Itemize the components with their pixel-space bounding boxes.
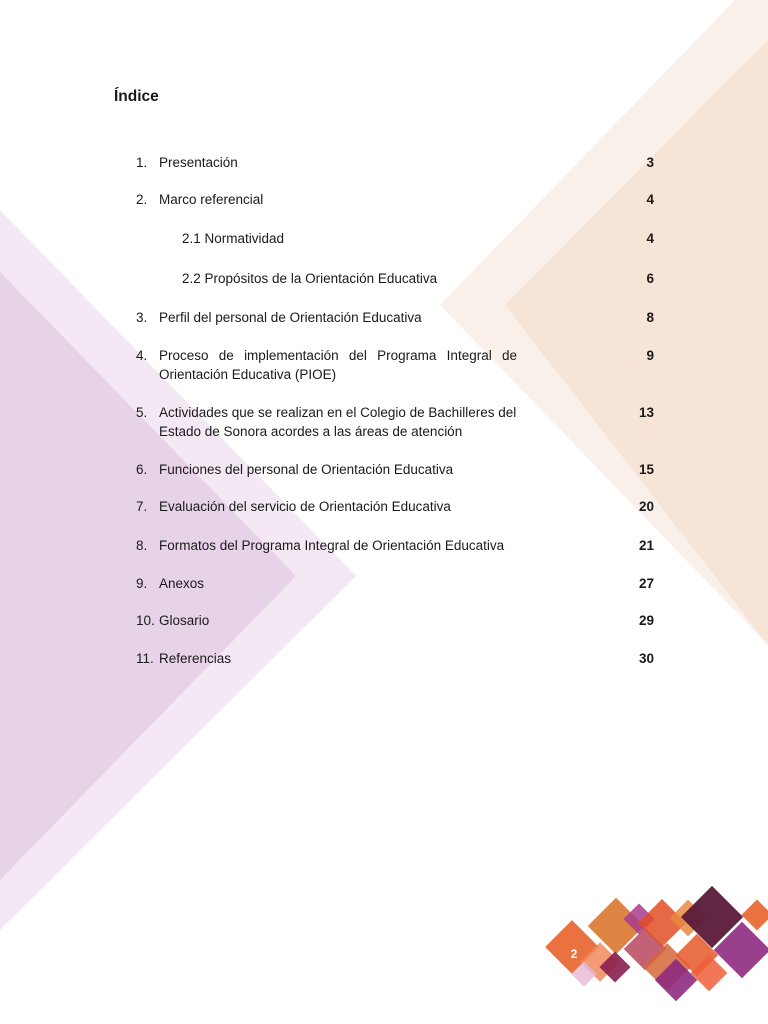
toc-entry-page: 3 <box>646 155 654 170</box>
toc-entry-label: Evaluación del servicio de Orientación Educativa <box>159 499 451 514</box>
toc-entry-label: Glosario <box>159 613 210 628</box>
toc-entry-page: 9 <box>646 348 654 363</box>
toc-entry-label: Perfil del personal de Orientación Educativa <box>159 310 422 325</box>
toc-entry-number: 11. <box>136 651 154 666</box>
toc-entry-label: Presentación <box>159 155 238 170</box>
toc-entry-number: 6. <box>136 462 148 477</box>
toc-entry-number: 10. <box>136 613 155 628</box>
toc-entry-label: Proceso de implementación del Programa Integral de Orientación Educativa (PIOE) <box>159 348 517 382</box>
toc-entry-number: 4. <box>136 348 148 363</box>
page-number: 2 <box>570 947 578 961</box>
toc-entry-label: 2.2 Propósitos de la Orientación Educativa <box>182 271 438 286</box>
toc-entry-page: 8 <box>646 310 654 325</box>
toc-entry-page: 20 <box>638 499 654 514</box>
toc-entry-label: Actividades que se realizan en el Colegio de Bachilleres del Estado de Sonora acordes a las áreas de atención <box>159 405 517 439</box>
toc-entry-label: Referencias <box>159 651 232 666</box>
toc-entry-label: Marco referencial <box>159 192 264 207</box>
toc-entry-page: 13 <box>638 405 654 420</box>
toc-entry-number: 7. <box>136 499 148 514</box>
toc-entry-page: 15 <box>638 462 654 477</box>
toc-entry-page: 4 <box>646 231 654 246</box>
toc-entry-page: 21 <box>638 538 654 553</box>
toc-entry-label: Funciones del personal de Orientación Educativa <box>159 462 454 477</box>
toc-entry-number: 1. <box>136 155 148 170</box>
toc-entry-number: 2. <box>136 192 148 207</box>
toc-entry-page: 30 <box>638 651 654 666</box>
toc-entry-number: 5. <box>136 405 148 420</box>
toc-entry-number: 8. <box>136 538 148 553</box>
toc-entry-page: 6 <box>646 271 654 286</box>
toc-entry-label: Formatos del Programa Integral de Orientación Educativa <box>159 538 505 553</box>
page-title: Índice <box>114 88 159 105</box>
toc-entry-label: 2.1 Normatividad <box>182 231 285 246</box>
toc-entry-page: 29 <box>638 613 654 628</box>
toc-entry-number: 9. <box>136 576 148 591</box>
toc-entry-page: 4 <box>646 192 654 207</box>
toc-entry-label: Anexos <box>159 576 205 591</box>
toc-entry-number: 3. <box>136 310 148 325</box>
toc-entry-page: 27 <box>638 576 654 591</box>
